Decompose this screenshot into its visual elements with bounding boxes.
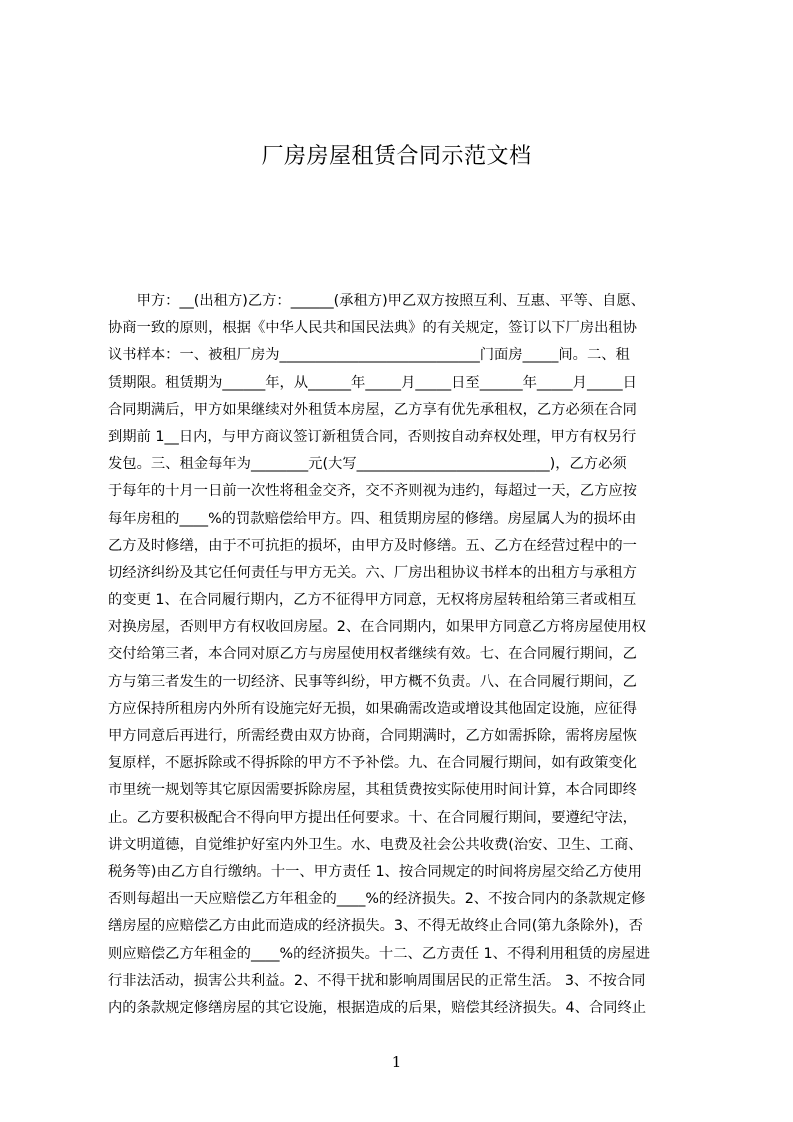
- body-line: 则应赔偿乙方年租金的____%的经济损失。十二、乙方责任 1、不得利用租赁的房屋进: [108, 945, 650, 962]
- body-line: 到期前 1__日内，与甲方商议签订新租赁合同，否则按自动弃权处理，甲方有权另行: [108, 428, 637, 445]
- body-line: 合同期满后，甲方如果继续对外租赁本房屋，乙方享有优先承租权，乙方必须在合同: [108, 401, 637, 418]
- body-line: 讲文明道德，自觉维护好室内外卫生。水、电费及社会公共收费(治安、卫生、工商、: [108, 836, 643, 853]
- body-line: 乙方及时修缮，由于不可抗拒的损坏，由甲方及时修缮。五、乙方在经营过程中的一: [108, 537, 637, 554]
- body-line: 方应保持所租房内外所有设施完好无损，如果确需改造或增设其他固定设施，应征得: [108, 700, 637, 717]
- body-line: 行非法活动，损害公共利益。2、不得干扰和影响周围居民的正常生活。 3、不按合同: [108, 972, 646, 989]
- body-line: 方与第三者发生的一切经济、民事等纠纷，甲方概不负责。八、在合同履行期间，乙: [108, 673, 637, 690]
- body-line: 止。乙方要积极配合不得向甲方提出任何要求。十、在合同履行期间，要遵纪守法，: [108, 809, 637, 826]
- document-title: 厂房房屋租赁合同示范文档: [261, 144, 532, 169]
- body-line: 缮房屋的应赔偿乙方由此而造成的经济损失。3、不得无故终止合同(第九条除外)，否: [108, 918, 643, 935]
- body-line: 市里统一规划等其它原因需要拆除房屋，其租赁费按实际使用时间计算，本合同即终: [108, 782, 637, 799]
- body-line: 对换房屋，否则甲方有权收回房屋。2、在合同期内，如果甲方同意乙方将房屋使用权: [108, 619, 647, 636]
- body-line: 甲方同意后再进行，所需经费由双方协商，合同期满时，乙方如需拆除，需将房屋恢: [108, 728, 637, 744]
- body-line: 议书样本：一、被租厂房为____________________________门面房_____间。二、租: [108, 347, 630, 364]
- body-line: 每年房租的____%的罚款赔偿给甲方。四、租赁期房屋的修缮。房屋属人为的损坏由: [108, 510, 637, 527]
- body-line: 否则每超出一天应赔偿乙方年租金的____%的经济损失。2、不按合同内的条款规定修: [108, 891, 646, 908]
- body-line: 甲方：__(出租方)乙方：______(承租方)甲乙双方按照互利、互惠、平等、自愿、: [108, 293, 645, 309]
- page-number: 1: [391, 1053, 402, 1071]
- body-line: 协商一致的原则，根据《中华人民共和国民法典》的有关规定，签订以下厂房出租协: [108, 320, 637, 337]
- body-line: 切经济纠纷及其它任何责任与甲方无关。六、厂房出租协议书样本的出租方与承租方: [108, 564, 637, 581]
- body-line: 的变更 1、在合同履行期内，乙方不征得甲方同意，无权将房屋转租给第三者或相互: [108, 592, 637, 609]
- body-line: 于每年的十月一日前一次性将租金交齐，交不齐则视为违约，每超过一天，乙方应按: [108, 483, 637, 500]
- contract-body: [108, 288, 704, 1022]
- body-line: 发包。三、租金每年为________元(大写___________________________)，乙方必须: [108, 456, 627, 473]
- body-line: 赁期限。租赁期为______年，从______年_____月_____日至______年_____月_____日: [108, 374, 637, 391]
- body-line: 复原样，不愿拆除或不得拆除的甲方不予补偿。九、在合同履行期间，如有政策变化: [108, 755, 637, 772]
- body-line: 内的条款规定修缮房屋的其它设施，根据造成的后果，赔偿其经济损失。4、合同终止: [108, 999, 647, 1016]
- body-line: 税务等)由乙方自行缴纳。十一、甲方责任 1、按合同规定的时间将房屋交给乙方使用: [108, 863, 642, 880]
- body-line: 交付给第三者，本合同对原乙方与房屋使用权者继续有效。七、在合同履行期间，乙: [108, 646, 637, 663]
